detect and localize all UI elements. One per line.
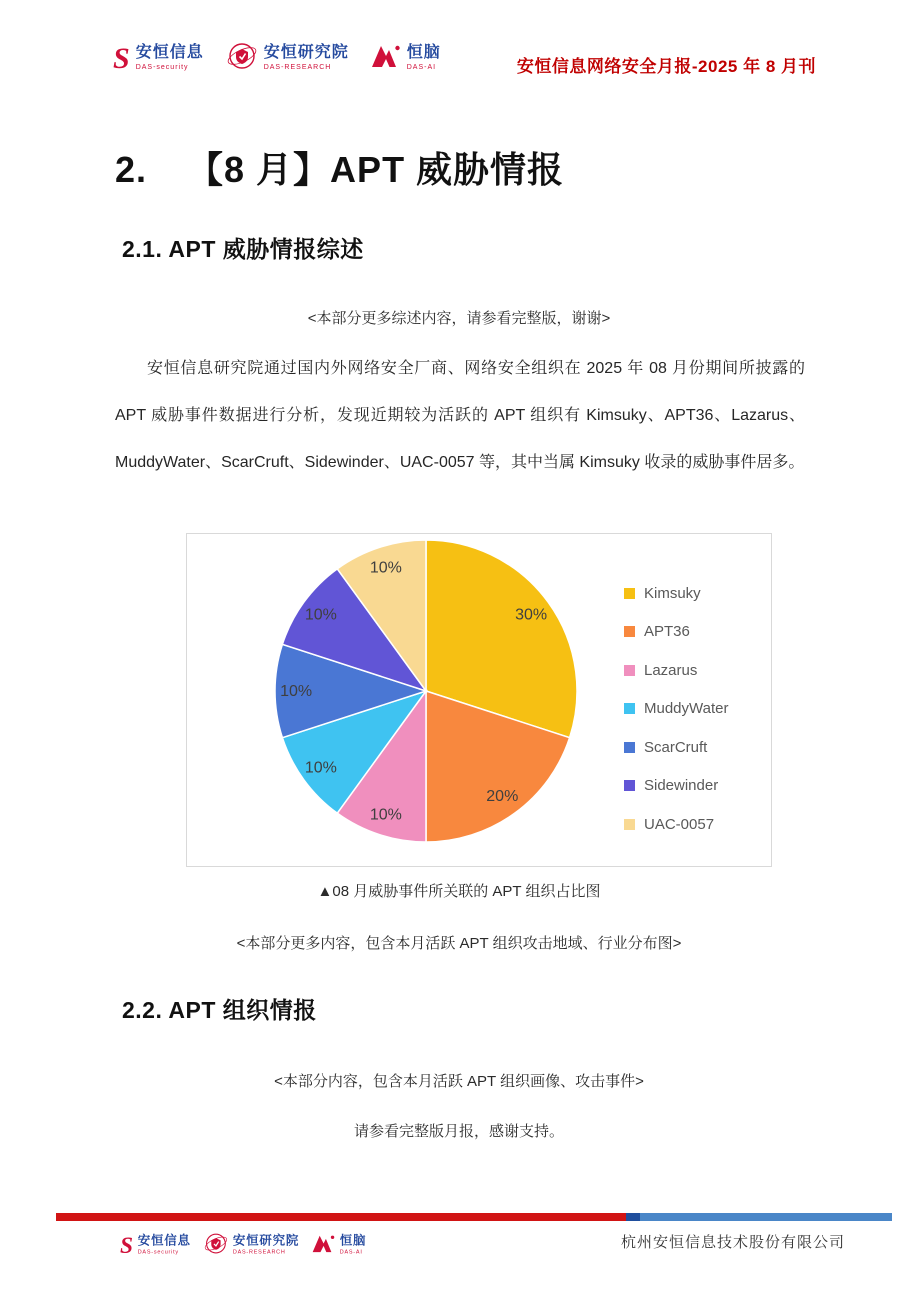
das-ai-logo-name: 恒脑	[339, 1234, 367, 1248]
das-research-logo-name: 安恒研究院	[232, 1234, 300, 1248]
das-research-logo-name: 安恒研究院	[263, 44, 349, 62]
legend-item-APT36	[624, 613, 728, 652]
pie-label-MuddyWater: 10%	[304, 759, 337, 777]
footer-company-name: 杭州安恒信息技术股份有限公司	[620, 1234, 845, 1251]
section-2-2-heading: 2.2. APT 组织情报	[122, 997, 317, 1023]
pie-label-Lazarus: 10%	[369, 806, 402, 824]
das-security-s-icon: S	[120, 1232, 134, 1258]
pie-label-Sidewinder: 10%	[304, 606, 337, 624]
footer-das-ai-logo	[312, 1234, 367, 1257]
das-research-logo-sub: DAS-RESEARCH	[263, 64, 332, 72]
das-ai-logo	[371, 44, 441, 73]
legend-label: UAC-0057	[644, 815, 715, 833]
das-ai-logo-sub: DAS-AI	[406, 64, 437, 72]
legend-swatch-icon	[624, 588, 635, 599]
section-2-1-heading: 2.1. APT 威胁情报综述	[122, 236, 364, 262]
section-2-1-note: <本部分更多综述内容，请参看完整版，谢谢>	[307, 310, 611, 327]
legend-swatch-icon	[624, 665, 635, 676]
pie-label-ScarCruft: 10%	[280, 683, 313, 700]
das-security-logo	[113, 41, 204, 75]
das-security-logo-sub: DAS-security	[137, 1249, 179, 1256]
pie-label-APT36: 20%	[486, 788, 519, 806]
header-edition-title: 安恒信息网络安全月报-2025 年 8 月刊	[516, 57, 816, 76]
das-research-logo	[226, 40, 349, 77]
legend-swatch-icon	[624, 819, 635, 830]
legend-label: Sidewinder	[644, 777, 719, 795]
das-ai-logo-name: 恒脑	[406, 44, 441, 62]
das-security-logo-sub: DAS-security	[135, 64, 189, 72]
footer-bar-navy	[626, 1213, 640, 1221]
footer-bar-blue	[640, 1213, 892, 1221]
chapter-heading	[115, 142, 564, 193]
legend-swatch-icon	[624, 626, 635, 637]
chapter-number: 2.	[115, 149, 148, 190]
section-2-2-thanks: 请参看完整版月报，感谢支持。	[353, 1123, 564, 1140]
legend-label: APT36	[644, 623, 690, 641]
legend-label: MuddyWater	[644, 700, 729, 718]
section-2-1-more-note: <本部分更多内容，包含本月活跃 APT 组织攻击地域、行业分布图>	[236, 935, 682, 952]
legend-item-Kimsuky	[624, 574, 728, 613]
header-logo-row	[113, 40, 441, 77]
legend-item-MuddyWater	[624, 690, 728, 729]
das-research-atom-icon	[203, 1231, 228, 1260]
legend-swatch-icon	[624, 780, 635, 791]
footer-das-research-logo	[203, 1231, 299, 1260]
legend-label: ScarCruft	[644, 738, 708, 756]
footer-bar-red	[56, 1213, 626, 1221]
das-research-logo-sub: DAS-RESEARCH	[232, 1249, 286, 1256]
legend-item-Sidewinder	[624, 767, 728, 806]
section-2-2-note: <本部分内容，包含本月活跃 APT 组织画像、攻击事件>	[274, 1073, 644, 1090]
legend-label: Lazarus	[644, 661, 698, 679]
legend-item-Lazarus	[624, 651, 728, 690]
das-ai-mountain-icon	[312, 1234, 335, 1257]
das-ai-mountain-icon	[371, 44, 401, 73]
legend-item-ScarCruft	[624, 728, 728, 767]
summary-paragraph: 安恒信息研究院通过国内外网络安全厂商、网络安全组织在 2025 年 08 月份期间所披露的 APT 威胁事件数据进行分析，发现近期较为活跃的 APT 组织有 Kimsuky、APT36、Lazarus、MuddyWater、ScarCruft、Sidewinder、UAC-0057 等，其中当属 Kimsuky 收录的威胁事件居多。	[115, 360, 805, 471]
pie-label-Kimsuky: 30%	[515, 606, 548, 624]
apt-pie-chart	[186, 533, 772, 867]
das-security-logo-name: 安恒信息	[135, 44, 204, 62]
legend-swatch-icon	[624, 703, 635, 714]
das-ai-logo-sub: DAS-AI	[339, 1249, 363, 1256]
das-security-s-icon: S	[113, 41, 130, 75]
das-research-atom-icon	[226, 40, 258, 77]
legend-swatch-icon	[624, 742, 635, 753]
legend-label: Kimsuky	[644, 584, 701, 602]
chapter-title: 【8 月】APT 威胁情报	[187, 149, 565, 190]
chart-caption: ▲08 月威胁事件所关联的 APT 组织占比图	[317, 883, 601, 900]
das-security-logo-name: 安恒信息	[137, 1234, 191, 1248]
legend-item-UAC-0057	[624, 805, 728, 844]
footer-logo-row	[120, 1231, 366, 1260]
pie-chart-legend	[624, 574, 728, 844]
pie-label-UAC-0057: 10%	[369, 559, 402, 577]
footer-das-security-logo	[120, 1234, 191, 1257]
